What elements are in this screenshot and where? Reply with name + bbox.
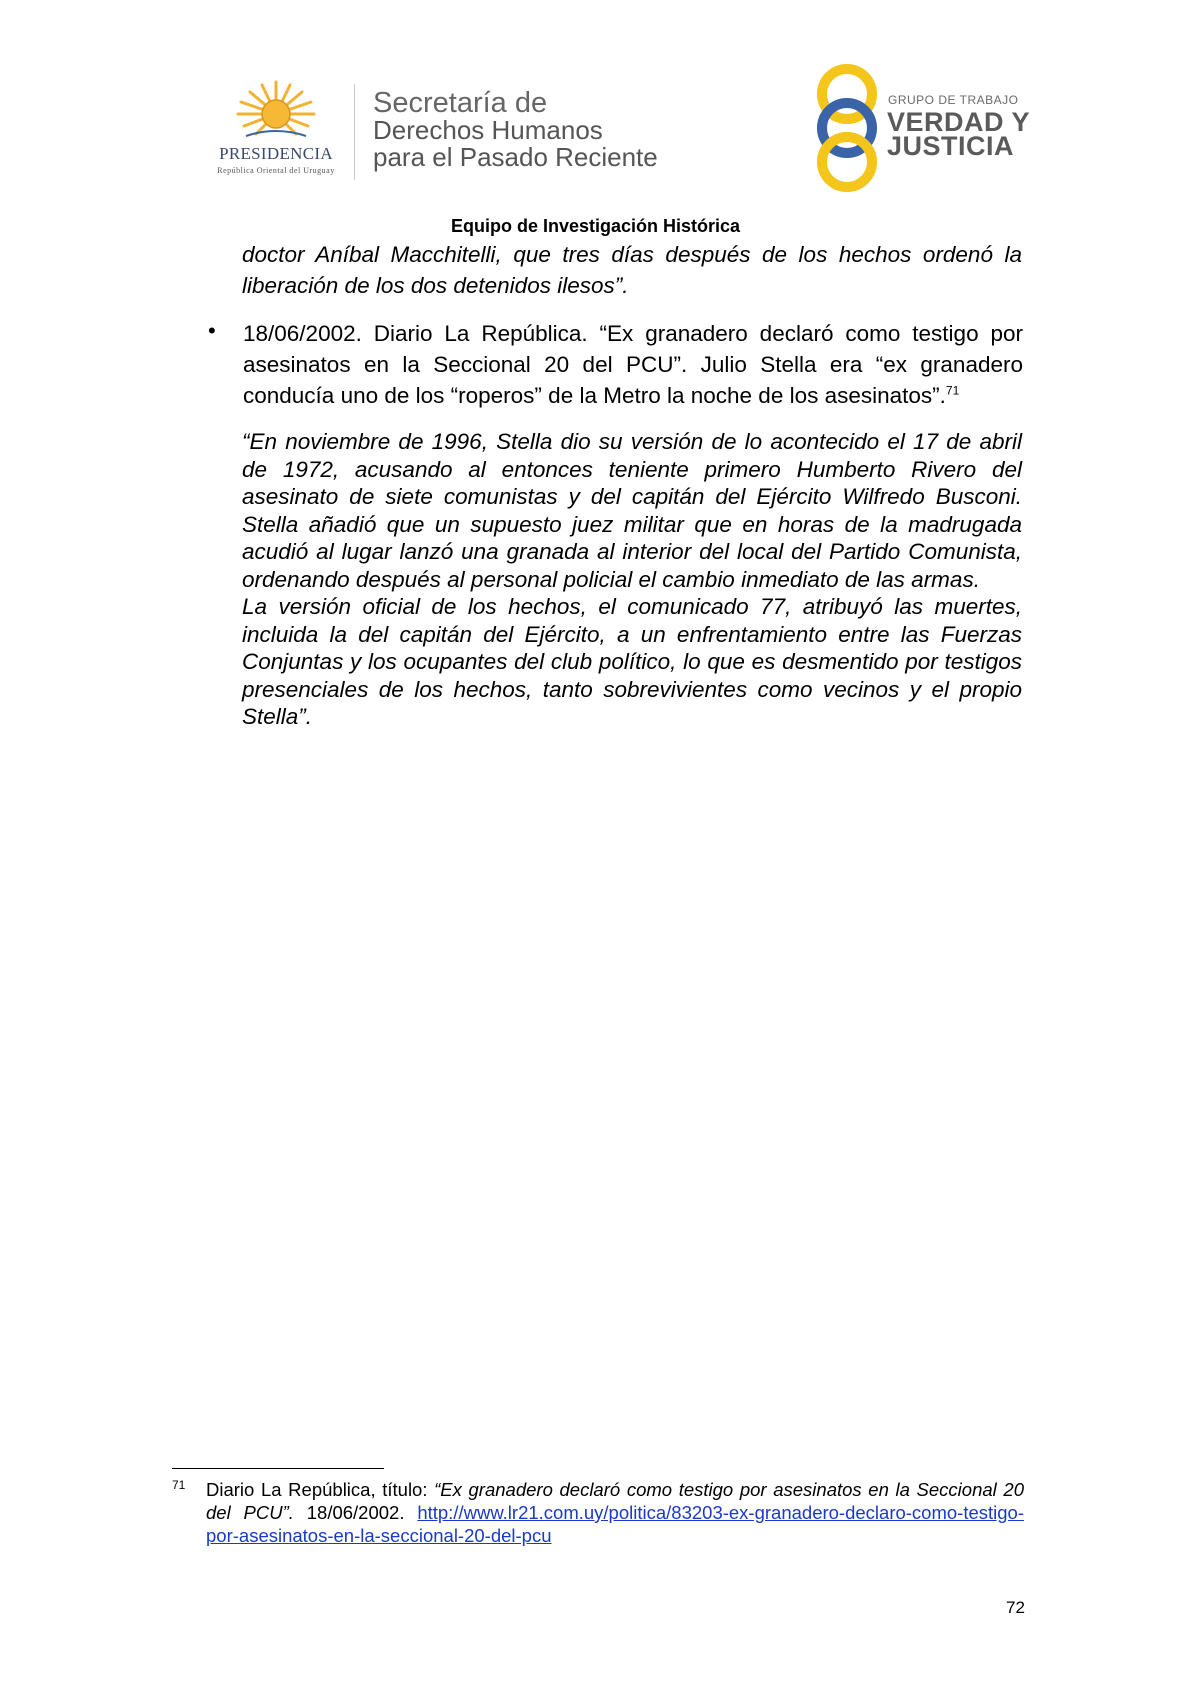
sun-emblem-icon [236,80,316,142]
footnote-rule [172,1468,384,1469]
gtvj-title-line1: VERDAD Y [887,107,1031,137]
footnote-link[interactable]: http://www.lr21.com.uy/politica/83203-ex-granadero-declaro-como-testigo-por-asesinatos-en-la-seccional-20-del-pcu [206,1502,1024,1546]
secretaria-line2: Derechos Humanos [373,115,603,145]
team-title: Equipo de Investigación Histórica [450,216,741,236]
footnote-ref[interactable]: 71 [945,383,960,398]
quote-paragraph-1: “En noviembre de 1996, Stella dio su versión de lo acontecido el 17 de abril de 1972, acusando al entonces teniente primero Humberto Rivero del asesinato de siete comunistas y del capitán del Ejército Wilfredo Busconi. Stella añadió que un supuesto juez militar que en horas de la madrugada acudió al lugar lanzó una granada al interior del local del Partido Comunista, ordenando después al personal policial el cambio inmediato de las armas. [242,429,1022,592]
quote-paragraph-2: La versión oficial de los hechos, el comunicado 77, atribuyó las muertes, incluida la del capitán del Ejército, a un enfrentamiento entre las Fuerzas Conjuntas y los ocupantes del club político, lo que es desmentido por testigos presenciales de los hechos, tanto sobrevivientes como vecinos y el propio Stella”. [242,594,1022,729]
secretaria-line3: para el Pasado Reciente [373,142,658,172]
presidencia-subtitle: República Oriental del Uruguay [217,166,335,175]
footnote-title: “Ex granadero declaró como testigo por asesinatos en la Seccional 20 del PCU”. [206,1479,1024,1523]
footnote-prefix: Diario La República, título: [206,1479,435,1500]
gtvj-subtitle: GRUPO DE TRABAJO [888,93,1019,107]
gtvj-title-line2: JUSTICIA [887,131,1015,161]
bullet-text: 18/06/2002. Diario La República. “Ex granadero declaró como testigo por asesinatos en la Seccional 20 del PCU”. Julio Stella era “ex granadero conducía uno de los “roperos” de la Metro la noche de los asesinatos”. [243,321,1023,408]
secretaria-logo-text [373,87,658,172]
footnote-date: 18/06/2002. [293,1502,418,1523]
footnote-text [206,1478,1024,1547]
header-divider [354,84,355,180]
continuation-paragraph: doctor Aníbal Macchitelli, que tres días después de los hechos ordenó la liberación de los dos detenidos ilesos”. [242,242,1022,298]
bullet-icon: • [208,318,216,343]
page-number: 72 [1006,1598,1025,1617]
verdad-justicia-rings-icon [812,64,882,192]
secretaria-line1: Secretaría de [373,87,548,119]
presidencia-logo [196,80,356,180]
presidencia-title: PRESIDENCIA [219,144,333,163]
block-quote [242,428,1022,731]
bullet-paragraph [243,318,1023,411]
footnote-number: 71 [172,1478,186,1492]
